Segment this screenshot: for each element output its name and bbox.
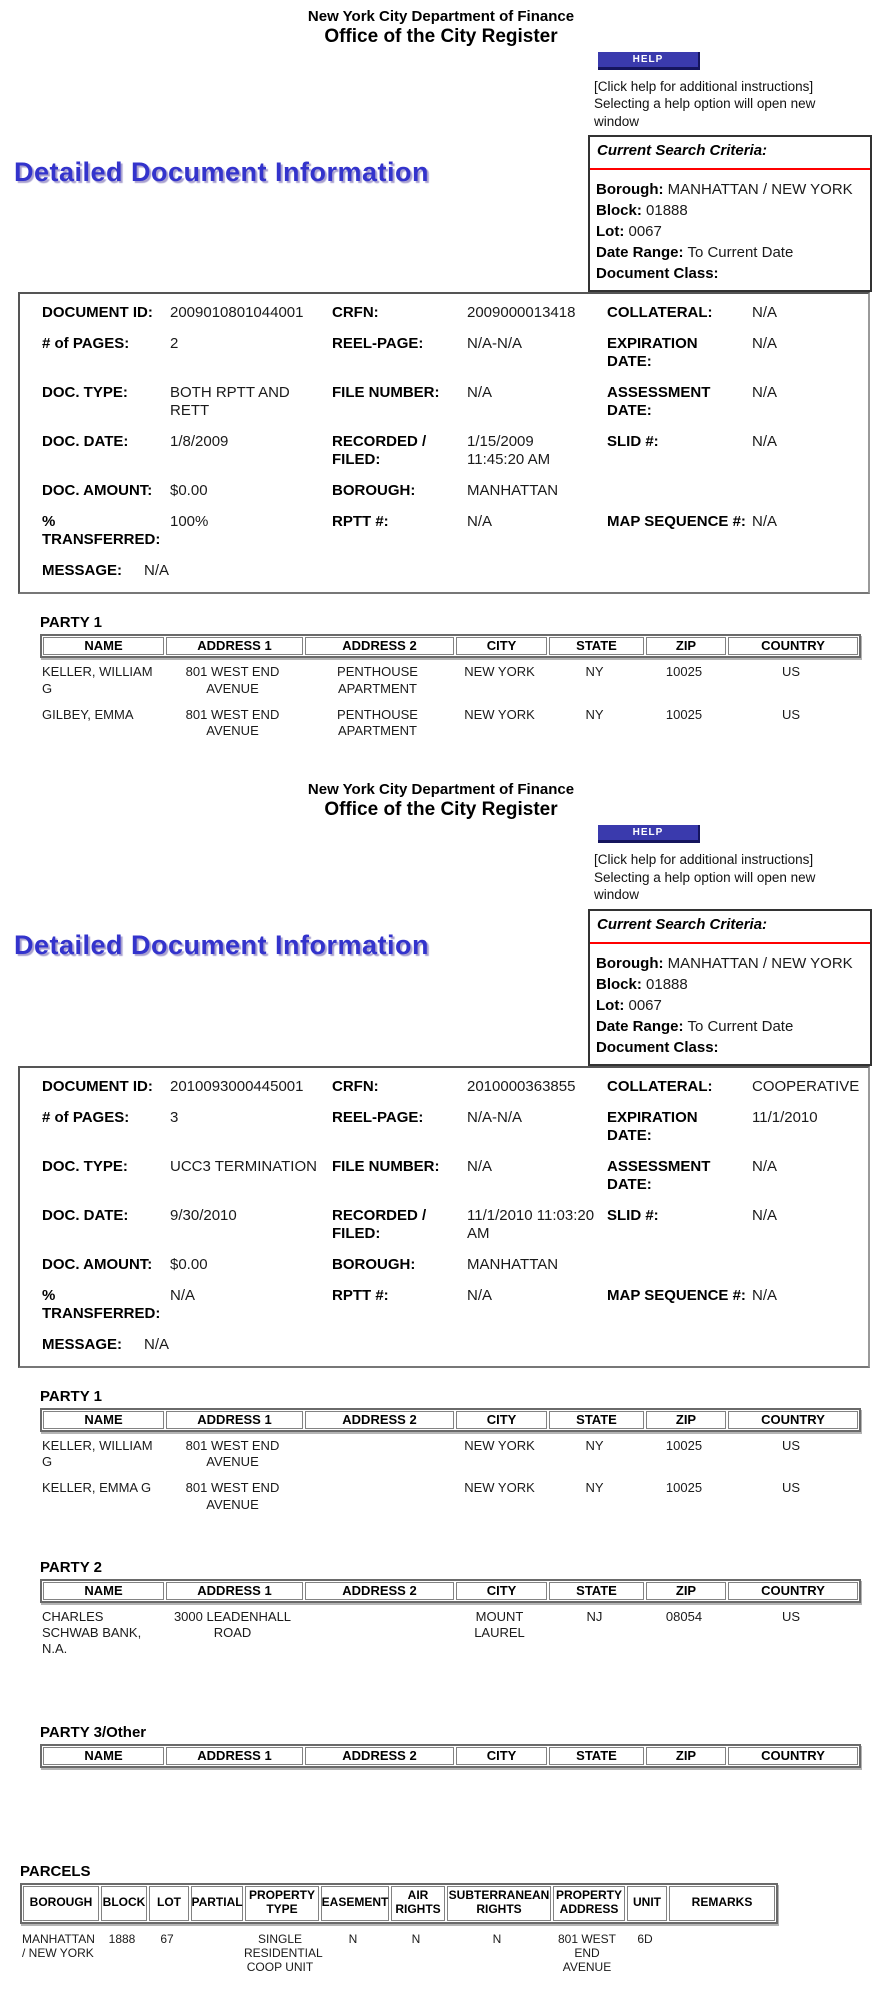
title-column <box>0 825 588 1066</box>
criteria-lot <box>596 221 864 242</box>
document-section-1 <box>0 0 882 743</box>
column-header-partial: PARTIAL <box>191 1886 243 1921</box>
message-row <box>42 1336 871 1354</box>
criteria-red-rule <box>590 168 870 170</box>
party-cell-state: NJ <box>586 1608 603 1624</box>
party-cell-state: NY <box>585 1480 604 1496</box>
criteria-lot-value: 0067 <box>628 996 662 1014</box>
criteria-document-class-label: Document Class: <box>596 265 719 283</box>
detail-label: DOC. DATE: <box>42 1206 129 1224</box>
help-and-criteria-column <box>588 52 872 293</box>
detail-value: N/A <box>467 1157 493 1175</box>
parcel-cell-block: 1888 <box>108 1931 136 1946</box>
help-button[interactable]: HELP <box>598 825 700 843</box>
help-note-line1: [Click help for additional instructions] <box>594 852 814 868</box>
party-1-section <box>0 1388 882 1517</box>
detail-label: SLID #: <box>607 433 659 451</box>
criteria-borough <box>596 179 864 200</box>
party-cell-address2: PENTHOUSE APARTMENT <box>337 706 418 739</box>
party-cell-name: GILBEY, EMMA <box>42 706 134 722</box>
detail-value: N/A <box>752 335 778 353</box>
detail-label: MAP SEQUENCE #: <box>607 513 746 531</box>
party-title: PARTY 3/Other <box>40 1723 147 1741</box>
message-label: MESSAGE: <box>42 1335 123 1353</box>
office-title: Office of the City Register <box>324 26 558 47</box>
detail-value: 2009010801044001 <box>170 304 304 322</box>
party-cell-country: US <box>781 1480 801 1496</box>
column-header-name: NAME <box>43 637 164 655</box>
detail-label: REEL-PAGE: <box>332 335 424 353</box>
party-cell-country: US <box>781 664 801 680</box>
message-label: MESSAGE: <box>42 562 123 580</box>
detail-value: BOTH RPTT AND RETT <box>170 384 290 420</box>
party-title: PARTY 2 <box>40 1558 102 1576</box>
detail-label: FILE NUMBER: <box>332 1157 440 1175</box>
agency-header <box>0 781 882 822</box>
detail-value: N/A <box>752 1206 778 1224</box>
column-header-block: BLOCK <box>101 1886 147 1921</box>
detail-value: N/A <box>467 384 493 402</box>
party-cell-name: KELLER, EMMA G <box>42 1480 152 1496</box>
detail-value: 1/8/2009 <box>170 433 229 451</box>
party-title: PARTY 1 <box>40 614 102 632</box>
current-search-criteria-box <box>588 135 872 292</box>
detail-value: N/A <box>467 513 493 531</box>
help-and-criteria-column <box>588 825 872 1066</box>
detail-value: 2010000363855 <box>467 1077 576 1095</box>
column-header-city: CITY <box>456 637 547 655</box>
detail-label: CRFN: <box>332 304 379 322</box>
party-cell-address1: 801 WEST END AVENUE <box>185 664 280 696</box>
detail-label: DOCUMENT ID: <box>42 1077 153 1095</box>
column-header-country: COUNTRY <box>728 1747 858 1765</box>
column-header-property-address: PROPERTY ADDRESS <box>553 1886 625 1921</box>
party-1-section <box>0 614 882 743</box>
party-cell-country: US <box>781 706 801 722</box>
criteria-borough <box>596 953 864 974</box>
detail-label: COLLATERAL: <box>607 1077 713 1095</box>
criteria-date-range <box>596 1016 864 1037</box>
detail-label: ASSESSMENT DATE: <box>607 1157 711 1193</box>
detail-value: 100% <box>170 513 209 531</box>
parcel-cell-property-address: 801 WEST END AVENUE <box>557 1931 617 1975</box>
help-note <box>594 851 836 904</box>
detail-value: N/A-N/A <box>467 335 523 353</box>
detail-value: $0.00 <box>170 1255 208 1273</box>
criteria-lot <box>596 995 864 1016</box>
detail-label: CRFN: <box>332 1077 379 1095</box>
party-cell-state: NY <box>585 664 604 680</box>
column-header-city: CITY <box>456 1582 547 1600</box>
party-cell-city: NEW YORK <box>464 1437 535 1453</box>
party-cell-country: US <box>781 1608 801 1624</box>
criteria-lot-label: Lot: <box>596 223 625 241</box>
party-table-header <box>40 1408 861 1432</box>
party-cell-city: NEW YORK <box>464 664 535 680</box>
party-cell-address2 <box>302 1603 453 1662</box>
help-note-line2: Selecting a help option will open new window <box>594 96 816 129</box>
detail-value: N/A <box>467 1286 493 1304</box>
detail-label: DOC. TYPE: <box>42 384 128 402</box>
detail-label <box>607 1256 752 1274</box>
party-cell-address2 <box>302 1432 453 1475</box>
criteria-block-value: 01888 <box>646 975 688 993</box>
parcels-title: PARCELS <box>20 1862 91 1880</box>
detail-label: % TRANSFERRED: <box>42 1286 161 1322</box>
party-cell-address1: 801 WEST END AVENUE <box>185 1480 280 1512</box>
detail-label <box>607 482 752 500</box>
criteria-document-class <box>596 1037 864 1058</box>
message-row <box>42 562 862 580</box>
party-cell-country: US <box>781 1437 801 1453</box>
document-section-2 <box>0 773 882 1994</box>
column-header-borough: BOROUGH <box>23 1886 99 1921</box>
detail-label: % TRANSFERRED: <box>42 513 161 549</box>
party-cell-city: NEW YORK <box>464 1480 535 1496</box>
party-table-header <box>40 634 861 658</box>
detail-value: 2010093000445001 <box>170 1077 304 1095</box>
detail-value <box>752 1256 871 1274</box>
parcels-table-header <box>20 1883 778 1924</box>
party-3-other-section <box>0 1724 882 1768</box>
criteria-lot-value: 0067 <box>628 223 662 241</box>
party-cell-name: CHARLES SCHWAB BANK, N.A. <box>42 1608 142 1657</box>
detail-label: # of PAGES: <box>42 335 130 353</box>
detail-label: FILE NUMBER: <box>332 384 440 402</box>
column-header-name: NAME <box>43 1747 164 1765</box>
column-header-city: CITY <box>456 1747 547 1765</box>
title-column <box>0 52 588 293</box>
column-header-address1: ADDRESS 1 <box>166 1582 303 1600</box>
parcel-cell-easement: N <box>348 1931 358 1946</box>
message-value: N/A <box>144 1335 170 1353</box>
party-cell-city: NEW YORK <box>464 706 535 722</box>
party-cell-state: NY <box>585 1437 604 1453</box>
parcel-cell-unit: 6D <box>637 1931 653 1946</box>
column-header-zip: ZIP <box>646 1582 726 1600</box>
detail-label: MAP SEQUENCE #: <box>607 1286 746 1304</box>
column-header-remarks: REMARKS <box>669 1886 775 1921</box>
party-table-header <box>40 1744 861 1768</box>
party-cell-city: MOUNT LAUREL <box>474 1608 525 1641</box>
detail-label: EXPIRATION DATE: <box>607 1108 698 1144</box>
criteria-date-range-value: To Current Date <box>687 1017 794 1035</box>
column-header-zip: ZIP <box>646 1747 726 1765</box>
department-title: New York City Department of Finance <box>307 8 575 25</box>
column-header-subterranean-rights: SUBTERRANEAN RIGHTS <box>447 1886 551 1921</box>
criteria-date-range-label: Date Range: <box>596 1017 684 1035</box>
detail-label: REEL-PAGE: <box>332 1108 424 1126</box>
column-header-unit: UNIT <box>627 1886 667 1921</box>
criteria-title: Current Search Criteria: <box>597 142 768 160</box>
header-row <box>0 52 882 293</box>
party-cell-zip: 10025 <box>665 1437 703 1453</box>
criteria-red-rule <box>590 942 870 944</box>
criteria-date-range <box>596 242 864 263</box>
parcel-cell-air-rights: N <box>411 1931 421 1946</box>
party-cell-zip: 10025 <box>665 706 703 722</box>
column-header-city: CITY <box>456 1411 547 1429</box>
column-header-state: STATE <box>549 1411 644 1429</box>
current-search-criteria-box <box>588 909 872 1066</box>
column-header-zip: ZIP <box>646 637 726 655</box>
column-header-air-rights: AIR RIGHTS <box>391 1886 445 1921</box>
party-cell-zip: 08054 <box>665 1608 703 1624</box>
header-row <box>0 825 882 1066</box>
detail-label: COLLATERAL: <box>607 304 713 322</box>
parcel-cell-partial <box>188 1924 242 1979</box>
criteria-block-label: Block: <box>596 202 642 220</box>
column-header-lot: LOT <box>149 1886 189 1921</box>
party-cell-zip: 10025 <box>665 664 703 680</box>
party-cell-state: NY <box>585 706 604 722</box>
detail-value: N/A <box>752 384 778 402</box>
detail-value: N/A <box>752 1157 778 1175</box>
criteria-document-class <box>596 263 864 284</box>
party-cell-name: KELLER, WILLIAM G <box>42 1437 153 1470</box>
column-header-property-type: PROPERTY TYPE <box>245 1886 319 1921</box>
message-value: N/A <box>144 562 170 580</box>
detail-label: DOC. AMOUNT: <box>42 1255 153 1273</box>
detail-label: RPTT #: <box>332 513 389 531</box>
agency-header <box>0 8 882 49</box>
detail-value: COOPERATIVE <box>752 1077 860 1095</box>
party-2-section <box>0 1559 882 1662</box>
parcel-cell-property-type: SINGLE RESIDENTIAL COOP UNIT <box>244 1931 323 1975</box>
help-button[interactable]: HELP <box>598 52 700 70</box>
column-header-easement: EASEMENT <box>321 1886 389 1921</box>
criteria-title: Current Search Criteria: <box>597 915 768 933</box>
criteria-borough-value: MANHATTAN / NEW YORK <box>667 181 853 199</box>
column-header-name: NAME <box>43 1582 164 1600</box>
detail-value <box>752 482 862 500</box>
detail-label: EXPIRATION DATE: <box>607 335 698 371</box>
detail-value: N/A <box>752 1286 778 1304</box>
column-header-address1: ADDRESS 1 <box>166 1747 303 1765</box>
detail-label: DOC. TYPE: <box>42 1157 128 1175</box>
criteria-block-label: Block: <box>596 975 642 993</box>
column-header-country: COUNTRY <box>728 1582 858 1600</box>
detail-value: N/A <box>752 513 778 531</box>
detail-value: N/A <box>752 304 778 322</box>
criteria-date-range-value: To Current Date <box>687 244 794 262</box>
detail-value: UCC3 TERMINATION <box>170 1157 317 1175</box>
party-cell-address1: 801 WEST END AVENUE <box>185 1437 280 1470</box>
detail-label: RPTT #: <box>332 1286 389 1304</box>
criteria-block-value: 01888 <box>646 202 688 220</box>
criteria-lot-label: Lot: <box>596 996 625 1014</box>
parcel-cell-borough: MANHATTAN / NEW YORK <box>22 1931 95 1961</box>
party-cell-address2 <box>302 1474 453 1517</box>
page-title: Detailed Document Information <box>14 156 430 187</box>
detail-value: N/A <box>752 433 778 451</box>
criteria-borough-label: Borough: <box>596 954 664 972</box>
detail-label: # of PAGES: <box>42 1108 130 1126</box>
party-table-body <box>40 1603 882 1662</box>
detail-value: 2 <box>170 335 179 353</box>
detail-value: 1/15/2009 11:45:20 AM <box>467 433 551 469</box>
detail-value: MANHATTAN <box>467 482 559 500</box>
party-cell-zip: 10025 <box>665 1480 703 1496</box>
detail-value: 3 <box>170 1108 179 1126</box>
column-header-zip: ZIP <box>646 1411 726 1429</box>
party-cell-address1: 801 WEST END AVENUE <box>185 706 280 739</box>
criteria-borough-value: MANHATTAN / NEW YORK <box>667 954 853 972</box>
page-title: Detailed Document Information <box>14 930 430 961</box>
parcel-cell-lot: 67 <box>160 1931 174 1946</box>
help-note-line1: [Click help for additional instructions] <box>594 78 814 94</box>
detail-label: DOC. AMOUNT: <box>42 482 153 500</box>
party-table-header <box>40 1579 861 1603</box>
column-header-address1: ADDRESS 1 <box>166 1411 303 1429</box>
detail-value: N/A <box>170 1286 196 1304</box>
document-details-table <box>18 1066 870 1368</box>
document-details-table <box>18 292 870 594</box>
detail-label: RECORDED / FILED: <box>332 433 427 469</box>
help-note-line2: Selecting a help option will open new window <box>594 869 816 903</box>
detail-value: 11/1/2010 <box>752 1108 818 1126</box>
detail-label: BOROUGH: <box>332 482 416 500</box>
detail-value: $0.00 <box>170 482 208 500</box>
column-header-state: STATE <box>549 1747 644 1765</box>
column-header-country: COUNTRY <box>728 1411 858 1429</box>
column-header-state: STATE <box>549 1582 644 1600</box>
parcel-cell-subterranean-rights: N <box>492 1931 502 1946</box>
party-table-body <box>40 658 882 743</box>
criteria-date-range-label: Date Range: <box>596 244 684 262</box>
column-header-state: STATE <box>549 637 644 655</box>
column-header-address2: ADDRESS 2 <box>305 637 454 655</box>
detail-value: MANHATTAN <box>467 1255 559 1273</box>
column-header-address2: ADDRESS 2 <box>305 1411 454 1429</box>
party-cell-address2: PENTHOUSE APARTMENT <box>337 664 418 696</box>
detail-label: SLID #: <box>607 1206 659 1224</box>
column-header-address1: ADDRESS 1 <box>166 637 303 655</box>
parcels-table-body <box>20 1924 882 1979</box>
column-header-address2: ADDRESS 2 <box>305 1582 454 1600</box>
detail-label: DOC. DATE: <box>42 433 129 451</box>
criteria-block <box>596 974 864 995</box>
parcel-cell-remarks <box>666 1924 774 1979</box>
party-cell-name: KELLER, WILLIAM G <box>42 664 153 696</box>
column-header-country: COUNTRY <box>728 637 858 655</box>
criteria-borough-label: Borough: <box>596 181 664 199</box>
detail-label: ASSESSMENT DATE: <box>607 384 711 420</box>
party-table-body <box>40 1432 882 1517</box>
detail-label: BOROUGH: <box>332 1255 416 1273</box>
criteria-block <box>596 200 864 221</box>
criteria-document-class-label: Document Class: <box>596 1038 719 1056</box>
detail-value: 11/1/2010 11:03:20 AM <box>467 1206 595 1242</box>
detail-value: 2009000013418 <box>467 304 576 322</box>
department-title: New York City Department of Finance <box>307 781 575 799</box>
detail-label: RECORDED / FILED: <box>332 1206 427 1242</box>
detail-value: 9/30/2010 <box>170 1206 237 1224</box>
detail-value: N/A-N/A <box>467 1108 523 1126</box>
party-title: PARTY 1 <box>40 1387 102 1405</box>
party-cell-address1: 3000 LEADENHALL ROAD <box>173 1608 292 1641</box>
column-header-name: NAME <box>43 1411 164 1429</box>
help-note <box>594 78 836 131</box>
office-title: Office of the City Register <box>324 799 558 821</box>
parcels-section <box>0 1863 882 1995</box>
detail-label: DOCUMENT ID: <box>42 304 153 322</box>
column-header-address2: ADDRESS 2 <box>305 1747 454 1765</box>
